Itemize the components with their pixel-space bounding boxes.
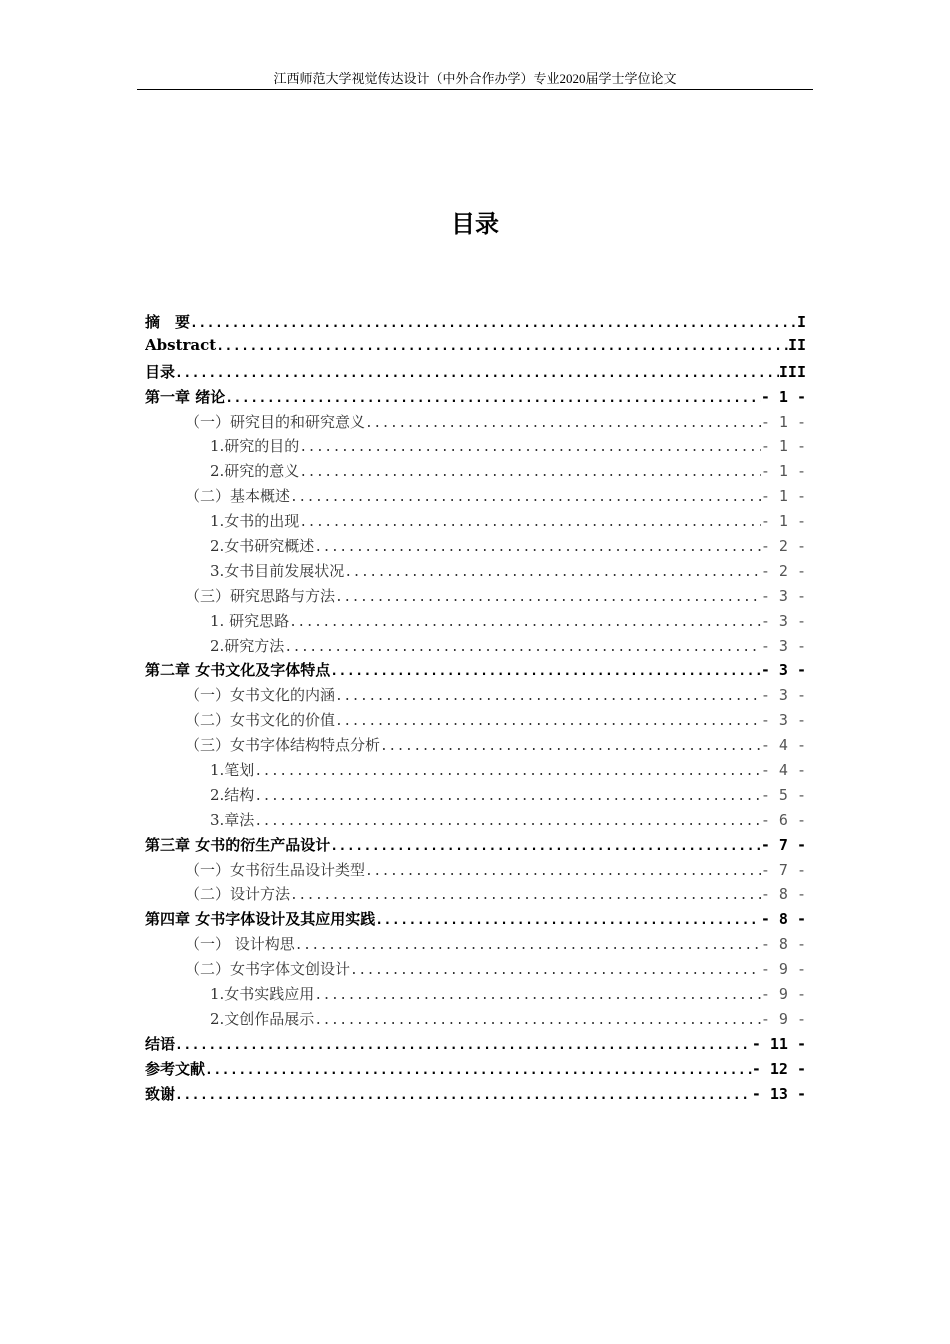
toc-entry[interactable] (145, 734, 806, 759)
dot-leader (314, 540, 761, 555)
dot-leader (314, 1013, 761, 1028)
toc-entry-label: （二）女书文化的价值 (185, 711, 336, 730)
toc-entry-page: - 1 - (760, 412, 806, 431)
toc-entry-page: - 4 - (760, 761, 806, 780)
toc-entry[interactable] (145, 1058, 806, 1083)
toc-entry-page: II (787, 335, 806, 354)
dot-leader (225, 391, 761, 406)
toc-entry-label: 1.女书的出现 (210, 512, 300, 531)
toc-entry-label: 第四章 女书字体设计及其应用实践 (145, 910, 376, 929)
toc-entry-label: 1. 研究思路 (210, 611, 290, 630)
toc-entry[interactable] (145, 784, 806, 809)
toc-entry-label: 3.章法 (210, 810, 255, 829)
dot-leader (299, 515, 761, 530)
dot-leader (290, 888, 761, 903)
toc-entry[interactable] (145, 834, 806, 859)
dot-leader (380, 739, 761, 754)
toc-entry[interactable] (145, 610, 806, 635)
toc-entry-page: - 7 - (760, 860, 806, 879)
toc-entry-page: - 1 - (760, 487, 806, 506)
toc-entry-label: 第二章 女书文化及字体特点 (145, 661, 331, 680)
toc-entry-page: - 1 - (760, 512, 806, 531)
dot-leader (216, 339, 788, 354)
toc-entry[interactable] (145, 759, 806, 784)
toc-entry-page: - 8 - (760, 910, 806, 929)
toc-entry[interactable] (145, 659, 806, 684)
dot-leader (350, 963, 761, 978)
toc-entry[interactable] (145, 908, 806, 933)
toc-entry-label: （三）女书字体结构特点分析 (185, 736, 381, 755)
toc-entry-label: 参考文献 (145, 1059, 206, 1078)
toc-entry-page: - 5 - (760, 785, 806, 804)
toc-entry-label: 2.研究方法 (210, 636, 285, 655)
toc-entry-label: 结语 (145, 1034, 176, 1053)
toc-entry-page: - 11 - (751, 1034, 806, 1053)
toc-entry-page: - 7 - (760, 835, 806, 854)
dot-leader (344, 565, 761, 580)
toc-entry-label: 1.女书实践应用 (210, 985, 315, 1004)
toc-entry[interactable] (145, 1008, 806, 1033)
toc-entry-page: - 9 - (760, 1009, 806, 1028)
toc-entry[interactable] (145, 361, 806, 386)
toc-entry-label: 第一章 绪论 (145, 387, 226, 406)
toc-entry-page: - 3 - (760, 611, 806, 630)
toc-entry-label: （一） 设计构思 (185, 935, 295, 954)
toc-entry[interactable] (145, 1083, 806, 1108)
toc-entry[interactable] (145, 336, 806, 361)
dot-leader (335, 714, 761, 729)
toc-entry[interactable] (145, 535, 806, 560)
toc-entry-label: 2.结构 (210, 785, 255, 804)
toc-entry-label: 1.研究的目的 (210, 437, 300, 456)
toc-entry-label: 1.笔划 (210, 761, 255, 780)
toc-entry[interactable] (145, 809, 806, 834)
dot-leader (365, 416, 761, 431)
toc-entry-label: 2.文创作品展示 (210, 1009, 315, 1028)
toc-entry[interactable] (145, 684, 806, 709)
toc-entry-page: - 4 - (760, 736, 806, 755)
header-rule (137, 89, 813, 90)
dot-leader (299, 440, 761, 455)
toc-entry-page: - 3 - (760, 636, 806, 655)
toc-entry[interactable] (145, 311, 806, 336)
toc-entry-label: 3.女书目前发展状况 (210, 561, 345, 580)
toc-entry-label: 2.研究的意义 (210, 462, 300, 481)
toc-entry-page: - 3 - (760, 586, 806, 605)
toc-entry-page: - 1 - (760, 462, 806, 481)
toc-entry-page: - 9 - (760, 985, 806, 1004)
dot-leader (335, 590, 761, 605)
toc-entry-page: - 2 - (760, 537, 806, 556)
toc-entry-page: - 12 - (751, 1059, 806, 1078)
dot-leader (175, 366, 779, 381)
dot-leader (175, 1038, 752, 1053)
toc-entry[interactable] (145, 386, 806, 411)
dot-leader (254, 764, 761, 779)
toc-entry-label: 目录 (145, 362, 176, 381)
toc-entry[interactable] (145, 411, 806, 436)
toc-entry-page: - 1 - (760, 387, 806, 406)
toc-entry[interactable] (145, 1033, 806, 1058)
dot-leader (289, 615, 761, 630)
toc-entry-label: （一）女书文化的内涵 (185, 686, 336, 705)
table-of-contents (145, 311, 806, 1108)
toc-entry[interactable] (145, 983, 806, 1008)
toc-entry-label: （一）女书衍生品设计类型 (185, 860, 366, 879)
toc-entry-label: （二）设计方法 (185, 885, 291, 904)
toc-entry[interactable] (145, 485, 806, 510)
dot-leader (330, 839, 761, 854)
toc-entry-label: 致谢 (145, 1084, 176, 1103)
toc-entry-label: 2.女书研究概述 (210, 537, 315, 556)
dot-leader (205, 1063, 752, 1078)
toc-entry-label: 摘 要 (145, 313, 191, 331)
toc-entry-page: - 8 - (760, 935, 806, 954)
toc-entry-page: III (778, 362, 806, 381)
dot-leader (175, 1088, 752, 1103)
dot-leader (375, 913, 761, 928)
dot-leader (190, 316, 797, 331)
toc-entry-page: I (796, 313, 806, 331)
toc-entry-page: - 13 - (751, 1084, 806, 1103)
dot-leader (335, 689, 761, 704)
toc-entry[interactable] (145, 510, 806, 535)
toc-entry[interactable] (145, 560, 806, 585)
toc-entry-page: - 3 - (760, 686, 806, 705)
toc-entry-page: - 2 - (760, 561, 806, 580)
toc-entry[interactable] (145, 709, 806, 734)
dot-leader (254, 814, 761, 829)
toc-entry-page: - 3 - (760, 711, 806, 730)
toc-entry[interactable] (145, 958, 806, 983)
toc-entry-page: - 1 - (760, 437, 806, 456)
toc-entry-page: - 9 - (760, 960, 806, 979)
toc-entry-label: Abstract (145, 335, 217, 354)
toc-entry[interactable] (145, 859, 806, 884)
dot-leader (314, 988, 761, 1003)
toc-entry-label: （二）基本概述 (185, 487, 291, 506)
dot-leader (330, 664, 761, 679)
dot-leader (254, 789, 761, 804)
dot-leader (290, 490, 761, 505)
toc-entry[interactable] (145, 635, 806, 660)
toc-entry[interactable] (145, 883, 806, 908)
toc-entry[interactable] (145, 933, 806, 958)
toc-entry-label: （三）研究思路与方法 (185, 586, 336, 605)
toc-entry-label: 第三章 女书的衍生产品设计 (145, 835, 331, 854)
toc-entry-label: （二）女书字体文创设计 (185, 960, 351, 979)
toc-entry-label: （一）研究目的和研究意义 (185, 412, 366, 431)
toc-entry[interactable] (145, 435, 806, 460)
page-title: 目录 (451, 210, 499, 238)
toc-entry[interactable] (145, 585, 806, 610)
dot-leader (295, 938, 761, 953)
running-header: 江西师范大学视觉传达设计（中外合作办学）专业2020届学士学位论文 (273, 71, 677, 86)
toc-entry[interactable] (145, 460, 806, 485)
dot-leader (299, 465, 761, 480)
toc-entry-page: - 8 - (760, 885, 806, 904)
toc-entry-page: - 3 - (760, 661, 806, 680)
dot-leader (284, 640, 761, 655)
dot-leader (365, 864, 761, 879)
toc-entry-page: - 6 - (760, 810, 806, 829)
